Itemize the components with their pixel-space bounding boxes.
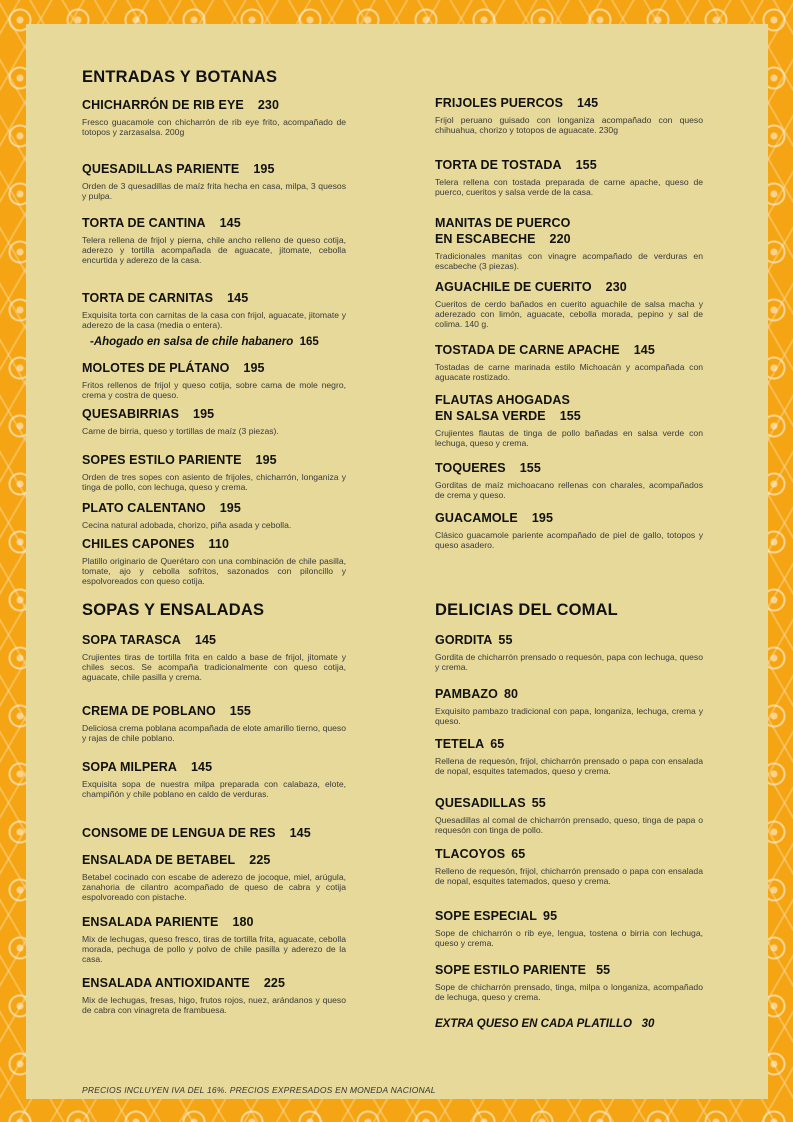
item-name: PLATO CALENTANO [82,501,206,515]
item-price: 225 [249,853,271,867]
item-description: Quesadillas al comal de chicharrón prensado, queso, tinga de papa o requesón con tinga de pollo. [435,815,703,835]
item-price: 55 [531,796,546,810]
item-price: 55 [498,633,513,647]
item-description: Telera rellena de frijol y pierna, chile ancho relleno de queso cotija, aderezo y tortilla acompañada de aguacate, jitomate, cebolla encurtida y aderezo de la casa. [82,235,346,265]
item-description: Rellena de requesón, frijol, chicharrón prensado o papa con ensalada de nopal, esquites tatemados, queso y crema. [435,756,703,776]
menu-item [82,825,346,841]
menu-item [82,290,346,330]
item-price: 145 [219,216,241,230]
item-name: TORTA DE CANTINA [82,216,206,230]
item-name: SOPA MILPERA [82,760,177,774]
menu-item [435,157,703,197]
menu-item [82,914,346,964]
item-name: MANITAS DE PUERCO [435,216,571,230]
item-description: Gordita de chicharrón prensado o requesón, papa con lechuga, queso y crema. [435,652,703,672]
item-name: CHICHARRÓN DE RIB EYE [82,98,244,112]
item-name: SOPE ESTILO PARIENTE [435,963,587,977]
item-price: 195 [253,162,275,176]
item-name: TETELA [435,737,485,751]
item-price: 225 [263,976,285,990]
menu-item [435,846,703,886]
price-disclaimer: PRECIOS INCLUYEN IVA DEL 16%. PRECIOS EXPRESADOS EN MONEDA NACIONAL [82,1085,436,1095]
item-description: Gorditas de maíz michoacano rellenas con charales, acompañados de crema y queso. [435,480,703,500]
item-name: CHILES CAPONES [82,537,195,551]
menu-item [82,452,346,492]
item-description: Telera rellena con tostada preparada de carne apache, queso de puerco, cueritos y salsa verde de la casa. [435,177,703,197]
menu-item [82,360,346,400]
item-description: Cecina natural adobada, chorizo, piña asada y cebolla. [82,520,292,530]
note-price: 165 [299,336,319,348]
menu-item [82,975,346,1015]
item-name: AGUACHILE DE CUERITO [435,280,592,294]
menu-item [82,97,346,137]
item-description: Platillo originario de Querétaro con una combinación de chile pasilla, tomate, ajo y cebolla sofritos, sazonados con piloncillo y espolvoreados con queso cotija. [82,556,346,586]
item-name: CONSOME DE LENGUA DE RES [82,826,276,840]
item-price: 230 [605,280,627,294]
item-name: QUESABIRRIAS [82,407,180,421]
item-price: 155 [575,158,597,172]
item-price: 180 [232,915,254,929]
habanero-note: -Ahogado en salsa de chile habanero 165 [90,336,319,348]
menu-item [82,536,346,586]
menu-item [82,406,346,436]
item-name: ENSALADA ANTIOXIDANTE [82,976,250,990]
menu-item [82,161,346,201]
item-price: 195 [531,511,553,525]
section-title-sopas: SOPAS Y ENSALADAS [82,601,265,619]
menu-item [435,460,703,500]
item-price: 65 [511,847,526,861]
item-name: MOLOTES DE PLÁTANO [82,361,230,375]
item-description: Fritos rellenos de frijol y queso cotija, sobre cama de mole negro, crema y costra de queso. [82,380,346,400]
item-name: TORTA DE CARNITAS [82,291,214,305]
item-name: TORTA DE TOSTADA [435,158,562,172]
item-price: 155 [559,409,581,423]
menu-item [435,795,703,835]
section-title-comal: DELICIAS DEL COMAL [435,601,618,619]
item-description: Betabel cocinado con escabe de aderezo de jocoque, miel, arúgula, zanahoria de cilantro acompañado de queso de cabra y cotija espolvoreado con pistache. [82,872,346,902]
item-price: 145 [577,96,599,110]
item-price: 110 [208,537,229,551]
menu-item [435,736,703,776]
item-description: Cueritos de cerdo bañados en cuerito aguachile de salsa macha y aderezado con limón, aguacate, cebolla morada, pepino y sal de colima. 140 g. [435,299,703,329]
item-name: SOPES ESTILO PARIENTE [82,453,242,467]
item-name: GORDITA [435,633,493,647]
item-price: 95 [543,909,558,923]
item-price: 145 [190,760,213,774]
item-description: Tostadas de carne marinada estilo Michoacán y acompañada con aguacate rostizado. [435,362,703,382]
item-price: 195 [255,453,277,467]
item-description: Orden de tres sopes con asiento de frijoles, chicharrón, longaniza y tinga de pollo, con lechuga, queso y crema. [82,472,346,492]
item-price: 80 [503,687,519,701]
menu-item [435,908,703,948]
menu-item [435,962,703,1002]
section-title-entradas: ENTRADAS Y BOTANAS [82,68,278,86]
item-name: ENSALADA DE BETABEL [82,853,236,867]
item-price: 230 [257,98,279,112]
item-name: TLACOYOS [435,847,506,861]
menu-item [82,632,346,682]
menu-item [82,500,346,530]
extra-cheese-note: EXTRA QUESO EN CADA PLATILLO 30 [435,1018,655,1030]
item-description: Crujientes tiras de tortilla frita en caldo a base de frijol, jitomate y chiles secos. Se acompaña tradicionalmente con queso cotija, aguacate, chile pasilla y crema. [82,652,346,682]
item-description: Sope de chicharrón o rib eye, lengua, tostena o birria con lechuga, queso y crema. [435,928,703,948]
note-price: 30 [641,1018,655,1030]
item-name: FLAUTAS AHOGADAS [435,393,570,407]
item-name: PAMBAZO [435,687,498,701]
item-description: Tradicionales manitas con vinagre acompañado de verduras en escabeche (3 piezas). [435,251,703,271]
item-price: 155 [229,704,251,718]
item-description: Frijol peruano guisado con longaniza acompañado con queso chihuahua, chorizo y totopos de aguacate. 230g [435,115,703,135]
item-description: Deliciosa crema poblana acompañada de elote amarillo tierno, queso y rajas de chile poblano. [82,723,346,743]
item-name: FRIJOLES PUERCOS [435,96,564,110]
item-price: 155 [519,461,541,475]
item-name: CREMA DE POBLANO [82,704,216,718]
item-name: SOPA TARASCA [82,633,181,647]
item-price: 55 [596,963,611,977]
menu-item [82,759,346,799]
item-name: ENSALADA PARIENTE [82,915,219,929]
item-description: Exquisita torta con carnitas de la casa con frijol, aguacate, jitomate y aderezo de la casa (media o entera). [82,310,346,330]
item-description: Exquisito pambazo tradicional con papa, longaniza, lechuga, crema y queso. [435,706,703,726]
item-price: 145 [633,343,655,357]
item-name-line2: EN SALSA VERDE [435,409,546,423]
menu-item [435,392,703,448]
item-name: TOQUERES [435,461,506,475]
item-name: TOSTADA DE CARNE APACHE [435,343,620,357]
item-name: QUESADILLAS PARIENTE [82,162,240,176]
menu-item [82,852,346,902]
item-description: Clásico guacamole pariente acompañado de piel de gallo, totopos y queso asadero. [435,530,703,550]
item-description: Mix de lechugas, fresas, higo, frutos rojos, nuez, arándanos y queso de cabra con vinagreta de frambuesa. [82,995,346,1015]
menu-item [435,632,703,672]
item-description: Mix de lechugas, queso fresco, tiras de tortilla frita, aguacate, cebolla morada, pechuga de pollo y polvo de chile pasilla y aderezo de la casa. [82,934,346,964]
item-description: Orden de 3 quesadillas de maíz frita hecha en casa, milpa, 3 quesos y pulpa. [82,181,346,201]
item-description: Carne de birria, queso y tortillas de maíz (3 piezas). [82,426,279,436]
item-price: 65 [490,737,505,751]
menu-item [435,95,703,135]
item-description: Exquisita sopa de nuestra milpa preparada con calabaza, elote, champiñón y chile poblano en caldo de verduras. [82,779,346,799]
menu-item [435,215,703,271]
menu-item [435,510,703,550]
item-description: Fresco guacamole con chicharrón de rib eye frito, acompañado de totopos y zarzasalsa. 200g [82,117,346,137]
item-price: 145 [289,826,311,840]
menu-item [435,342,703,382]
item-price: 195 [219,501,241,515]
item-price: 195 [243,361,265,375]
item-price: 195 [193,407,215,421]
menu-item [435,686,703,726]
menu-item [82,215,346,265]
item-description: Relleno de requesón, frijol, chicharrón prensado o papa con ensalada de nopal, esquites tatemados, queso y crema. [435,866,703,886]
item-name: QUESADILLAS [435,796,526,810]
item-description: Crujientes flautas de tinga de pollo bañadas en salsa verde con lechuga, queso y crema. [435,428,703,448]
item-description: Sope de chicharrón prensado, tinga, milpa o longaniza, acompañado de lechuga, queso y crema. [435,982,703,1002]
item-price: 220 [549,232,571,246]
item-name-line2: EN ESCABECHE [435,232,536,246]
menu-item [82,703,346,743]
menu-item [435,279,703,329]
item-price: 145 [194,633,217,647]
item-name: GUACAMOLE [435,511,518,525]
item-name: SOPE ESPECIAL [435,909,538,923]
item-price: 145 [227,291,249,305]
